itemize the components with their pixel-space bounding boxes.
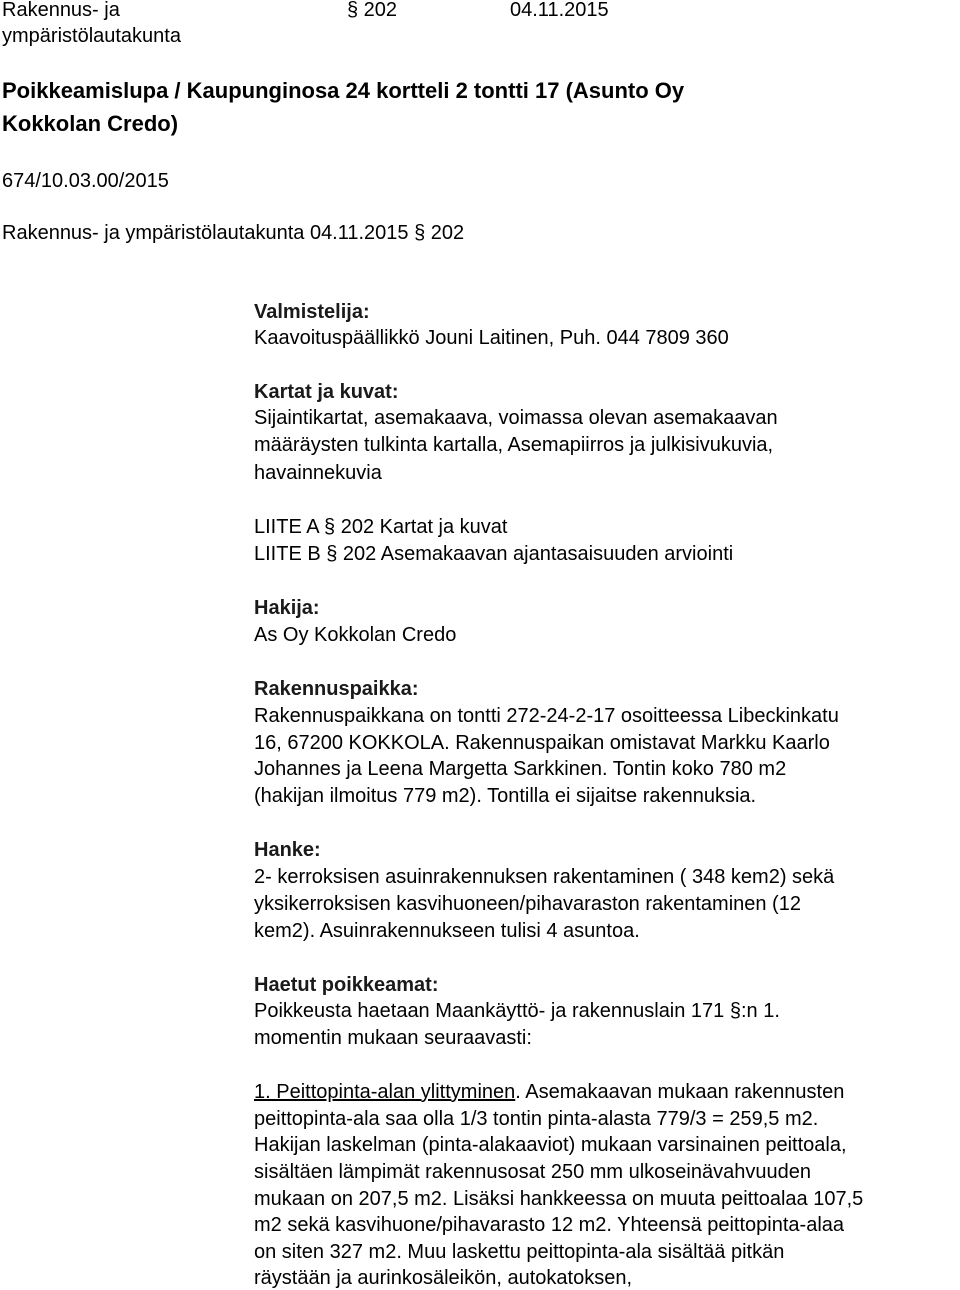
section-number: § 202 xyxy=(347,0,398,21)
item1-line: Hakijan laskelman (pinta-alakaaviot) mukaan varsinainen peittoala, xyxy=(254,1134,847,1156)
committee-name-line2: ympäristölautakunta xyxy=(2,25,181,47)
meeting-date: 04.11.2015 xyxy=(510,0,609,21)
committee-name-line1: Rakennus- ja xyxy=(2,0,120,21)
hanke-heading: Hanke: xyxy=(254,839,321,861)
valmistelija-text: Kaavoituspäällikkö Jouni Laitinen, Puh. 044 7809 360 xyxy=(254,327,729,349)
valmistelija-heading: Valmistelija: xyxy=(254,301,370,323)
hanke-line: yksikerroksisen kasvihuoneen/pihavaraston rakentaminen (12 xyxy=(254,893,801,915)
hanke-line: kem2). Asuinrakennukseen tulisi 4 asuntoa. xyxy=(254,920,640,942)
hanke-line: 2- kerroksisen asuinrakennuksen rakentaminen ( 348 kem2) sekä xyxy=(254,866,835,888)
rakennuspaikka-line: Rakennuspaikkana on tontti 272-24-2-17 osoitteessa Libeckinkatu xyxy=(254,705,839,727)
kartat-line: havainnekuvia xyxy=(254,462,382,484)
poikkeamat-line: momentin mukaan seuraavasti: xyxy=(254,1027,532,1049)
item1-line: peittopinta-ala saa olla 1/3 tontin pinta-alasta 779/3 = 259,5 m2. xyxy=(254,1108,819,1130)
poikkeamat-heading: Haetut poikkeamat: xyxy=(254,974,439,996)
item1-line: m2 sekä kasvihuone/pihavarasto 12 m2. Yhteensä peittopinta-alaa xyxy=(254,1214,845,1236)
hakija-heading: Hakija: xyxy=(254,597,320,619)
poikkeamat-line: Poikkeusta haetaan Maankäyttö- ja rakennuslain 171 §:n 1. xyxy=(254,1000,780,1022)
item1-line: on siten 327 m2. Muu laskettu peittopinta-ala sisältää pitkän xyxy=(254,1241,785,1263)
rakennuspaikka-line: 16, 67200 KOKKOLA. Rakennuspaikan omistavat Markku Kaarlo xyxy=(254,732,830,754)
item1-line: räystään ja aurinkosäleikön, autokatoksen, xyxy=(254,1267,633,1289)
document-title-line1: Poikkeamislupa / Kaupunginosa 24 kortteli 2 tontti 17 (Asunto Oy xyxy=(2,78,685,103)
item1-line: sisältäen lämpimät rakennusosat 250 mm ulkoseinävahvuuden xyxy=(254,1161,811,1183)
item1-label: 1. Peittopinta-alan ylittyminen xyxy=(254,1081,516,1103)
record-number: 674/10.03.00/2015 xyxy=(2,170,169,192)
kartat-line: Sijaintikartat, asemakaava, voimassa olevan asemakaavan xyxy=(254,407,778,429)
item1-first-line-rest: . Asemakaavan mukaan rakennusten xyxy=(515,1081,845,1103)
kartat-line: määräysten tulkinta kartalla, Asemapiirros ja julkisivukuvia, xyxy=(254,434,774,456)
kartat-heading: Kartat ja kuvat: xyxy=(254,381,399,403)
item1-first-line xyxy=(254,1080,844,1104)
meeting-reference: Rakennus- ja ympäristölautakunta 04.11.2015 § 202 xyxy=(2,222,465,244)
hakija-text: As Oy Kokkolan Credo xyxy=(254,624,457,646)
attachment-a: LIITE A § 202 Kartat ja kuvat xyxy=(254,516,508,538)
rakennuspaikka-heading: Rakennuspaikka: xyxy=(254,678,419,700)
attachment-b: LIITE B § 202 Asemakaavan ajantasaisuuden arviointi xyxy=(254,543,734,565)
rakennuspaikka-line: (hakijan ilmoitus 779 m2). Tontilla ei sijaitse rakennuksia. xyxy=(254,785,757,807)
document-title-line2: Kokkolan Credo) xyxy=(2,111,179,136)
item1-line: mukaan on 207,5 m2. Lisäksi hankkeessa on muuta peittoalaa 107,5 xyxy=(254,1188,864,1210)
rakennuspaikka-line: Johannes ja Leena Margetta Sarkkinen. Tontin koko 780 m2 xyxy=(254,758,787,780)
